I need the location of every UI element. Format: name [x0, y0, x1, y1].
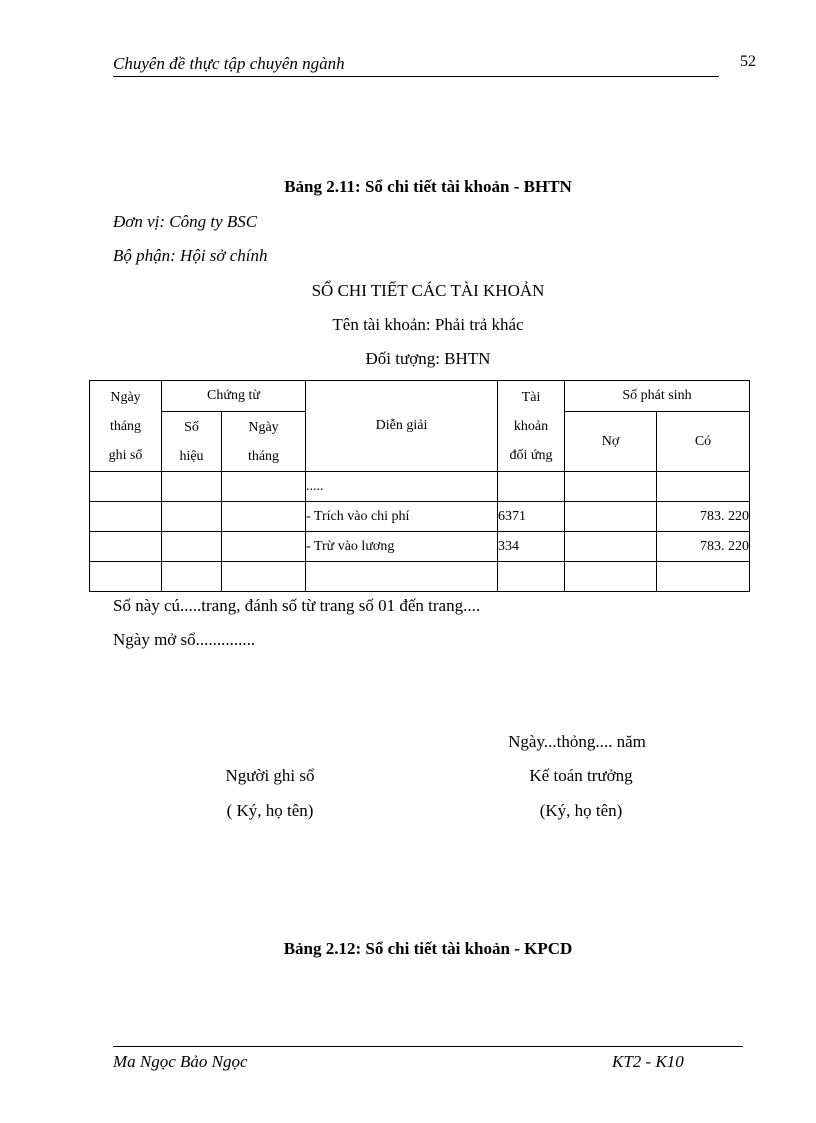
header-counter-account: Tài khoản đối ứng	[498, 381, 565, 472]
row-account	[498, 562, 565, 592]
ledger-table	[89, 380, 750, 592]
header-voucher-date: Ngày tháng	[222, 412, 306, 472]
row-description: - Trừ vào lương	[306, 532, 498, 562]
row-account: 334	[498, 532, 565, 562]
table-caption-2-11: Bảng 2.11: Sổ chi tiết tài khoản - BHTN	[284, 177, 572, 196]
row-account: 6371	[498, 502, 565, 532]
ledger-subject: Đối tượng: BHTN	[365, 349, 491, 368]
row-account	[498, 472, 565, 502]
row-description: - Trích vào chi phí	[306, 502, 498, 532]
department-line: Bộ phận: Hội sở chính	[113, 246, 268, 265]
unit-line: Đơn vị: Công ty BSC	[113, 212, 258, 231]
table-row	[90, 532, 750, 562]
row-credit	[657, 472, 750, 502]
table-row	[90, 472, 750, 502]
running-header-title: Chuyên đề thực tập chuyên ngành	[113, 54, 345, 73]
row-debit	[565, 532, 657, 562]
header-voucher: Chứng từ	[162, 381, 306, 412]
recorder-signature: ( Ký, họ tên)	[226, 801, 314, 820]
table-row	[90, 562, 750, 592]
ledger-title: SỔ CHI TIẾT CÁC TÀI KHOẢN	[311, 281, 545, 300]
row-credit: 783. 220	[657, 532, 750, 562]
row-credit	[657, 562, 750, 592]
footer-author: Ma Ngọc Bảo Ngọc	[113, 1052, 248, 1071]
page-count-note: Sổ này cú.....trang, đánh số từ trang số 01 đến trang....	[113, 596, 481, 615]
footer-rule	[113, 1046, 743, 1047]
recorder-title: Người ghi sổ	[225, 766, 315, 785]
row-description: .....	[306, 472, 498, 502]
header-credit: Có	[657, 412, 750, 472]
header-arising-amount: Số phát sinh	[565, 381, 750, 412]
row-debit	[565, 502, 657, 532]
row-credit: 783. 220	[657, 502, 750, 532]
header-debit: Nợ	[565, 412, 657, 472]
signature-date: Ngày...thỏng.... năm	[508, 732, 646, 751]
chief-accountant-signature: (Ký, họ tên)	[539, 801, 623, 820]
header-voucher-number: Số hiệu	[162, 412, 222, 472]
page-number: 52	[740, 53, 756, 70]
row-debit	[565, 562, 657, 592]
header-description: Diễn giải	[306, 381, 498, 472]
footer-class: KT2 - K10	[612, 1052, 684, 1071]
header-rule	[113, 76, 719, 77]
open-date-note: Ngày mở sổ..............	[113, 630, 256, 649]
table-caption-2-12: Bảng 2.12: Sổ chi tiết tài khoản - KPCD	[283, 939, 573, 958]
row-description	[306, 562, 498, 592]
account-name: Tên tài khoản: Phải trả khác	[332, 315, 524, 334]
chief-accountant-title: Kế toán trưởng	[529, 766, 633, 785]
header-record-date: Ngày tháng ghi sổ	[90, 381, 162, 472]
table-row	[90, 502, 750, 532]
row-debit	[565, 472, 657, 502]
